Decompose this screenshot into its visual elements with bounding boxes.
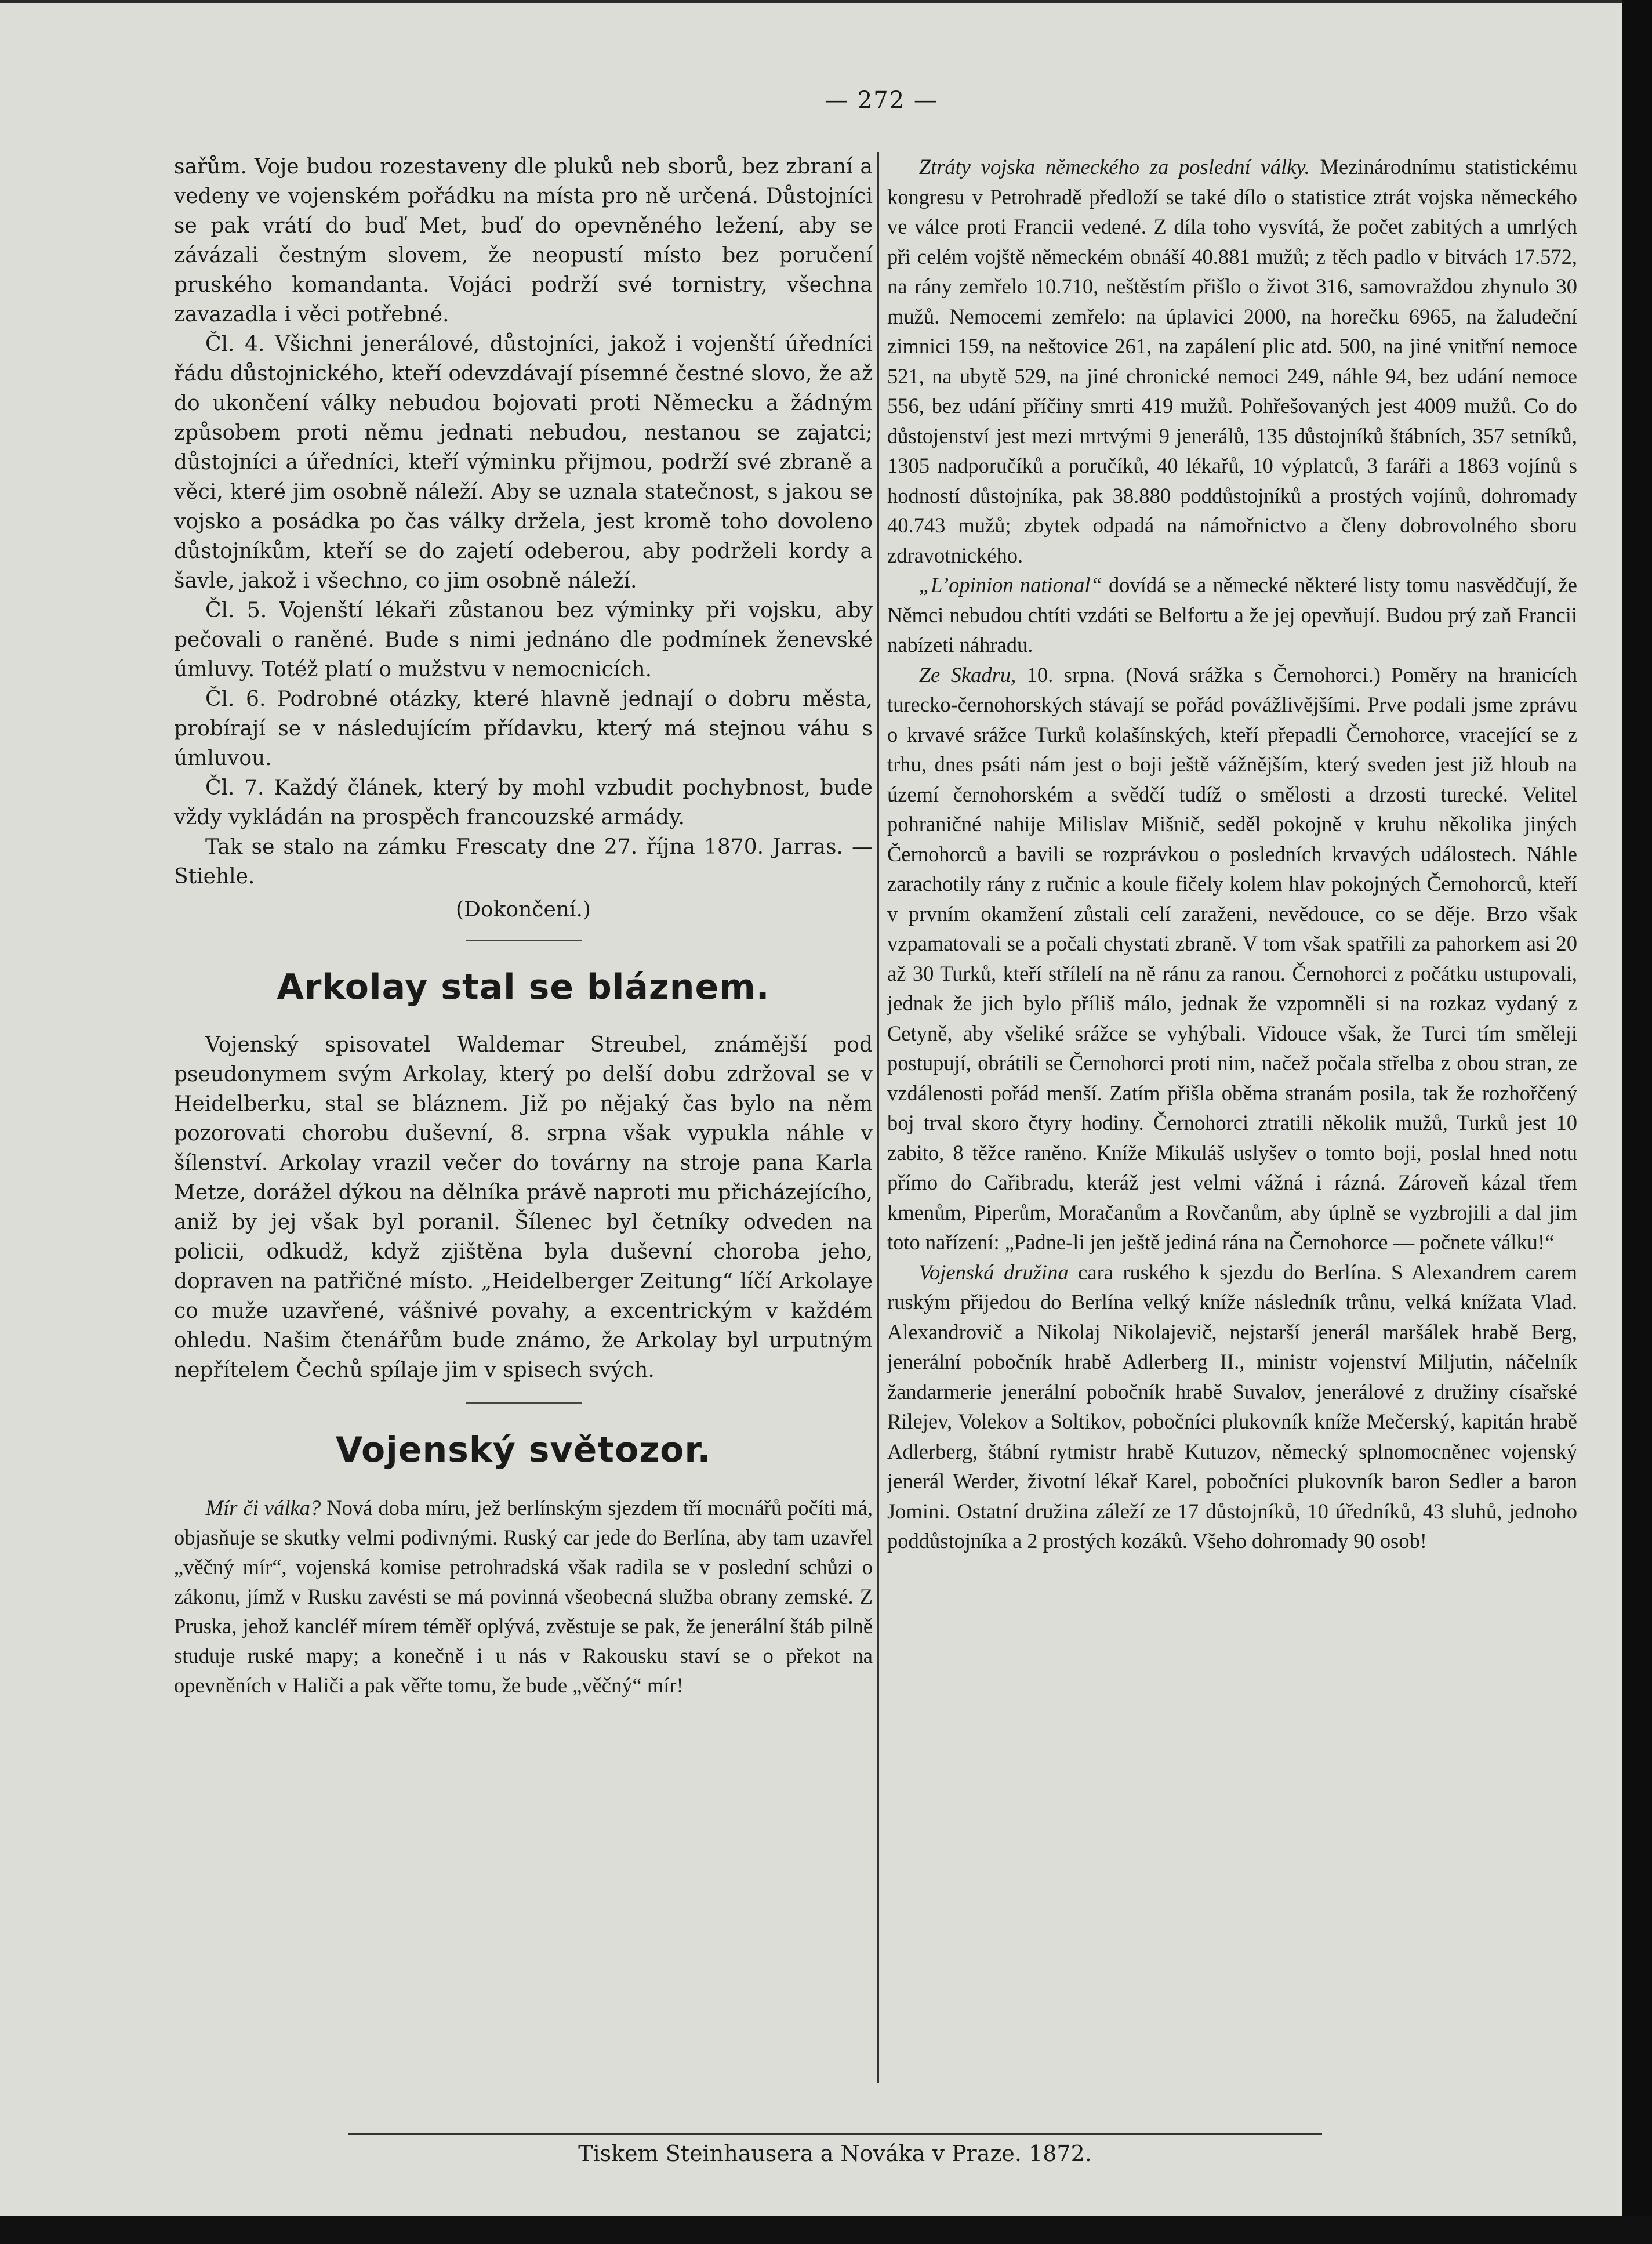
paragraph-ztraty (887, 152, 1577, 570)
page-number: — 272 — (825, 87, 938, 114)
printer-imprint: Tiskem Steinhausera a Nováka v Praze. 1872. (578, 2141, 1092, 2166)
body-opinion-national: dovídá se a německé některé listy tomu nasvědčují, že Němci nebudou chtíti vzdáti se Belfortu a že jej opevňují. Budou prý zaň Francii nabízeti náhradu. (887, 573, 1578, 657)
section-separator (466, 1402, 582, 1404)
lead-ze-skadru: Ze Skadru, (918, 662, 1016, 687)
paragraph-article-7: Čl. 7. Každý článek, který by mohl vzbudit pochybnost, bude vždy vykládán na prospěch francouzské armády. (174, 776, 873, 829)
printer-footer (348, 2133, 1322, 2166)
lead-opinion-national: „L’opinion national“ (918, 573, 1102, 597)
continuation-note: (Dokončení.) (456, 898, 591, 922)
heading-arkolay: Arkolay stal se bláznem. (277, 967, 770, 1007)
scan-top-edge (0, 0, 1652, 3)
scan-bottom-border (0, 2216, 1652, 2244)
paragraph-article-6: Čl. 6. Podrobné otázky, které hlavně jednají o dobru města, probírají se v následujícím přídavku, který má stejnou váhu s úmluvou. (174, 687, 873, 770)
paragraph-signature: Tak se stalo na zámku Frescaty dne 27. října 1870. Jarras. — Stiehle. (174, 835, 873, 889)
heading-vojensky-svetozor: Vojenský světozor. (335, 1430, 711, 1470)
paragraph-opinion-national (887, 570, 1577, 660)
column-divider (877, 152, 879, 2083)
section-separator (466, 940, 582, 941)
body-mir-ci-valka: Nová doba míru, jež berlínským sjezdem tří mocnářů počíti má, objasňuje se skutky velmi podivnými. Ruský car jede do Berlína, aby tam uzavřel „věčný mír“, vojenská komise petrohradská však radila se v poslední schůzi o zákonu, jímž v Rusku zavésti se má povinná všeobecná služba obrany zemské. Z Pruska, jehož kancléř mírem téměř oplývá, zvěstuje se pak, že jenerální štáb pilně studuje ruské mapy; a konečně i u nás v Rakousku staví se o překot na opevněních v Haliči a pak věřte tomu, že bude „věčný“ mír! (174, 1496, 873, 1697)
paragraph-ze-skadru (887, 660, 1577, 1257)
paragraph-mir-ci-valka (174, 1493, 873, 1700)
paragraph-arkolay: Vojenský spisovatel Waldemar Streubel, známější pod pseudonymem svým Arkolay, který po delší dobu zdržoval se v Heidelberku, stal se bláznem. Již po nějaký čas bylo na něm pozorovati chorobu duševní, 8. srpna však vypukla náhle v šílenství. Arkolay vrazil večer do továrny na stroje pana Karla Metze, dorážel dýkou na dělníka právě naproti mu přicházejícího, aniž by jej však byl poranil. Šílenec byl četníky odveden na policii, odkudž, když zjištěna byla duševní choroba jeho, dopraven na patřičné místo. „Heidelberger Zeitung“ líčí Arkolaye co muže uzavřené, vášnivé povahy, a excentrickým v každém ohledu. Našim čtenářům bude známo, že Arkolay byl urputným nepřítelem Čechů spílaje jim v spisech svých. (174, 1033, 873, 1382)
body-ztraty: Mezinárodnímu statistickému kongresu v Petrohradě předloží se také dílo o statistice ztrát vojska německého ve válce proti Francii vedené. Z díla toho vysvítá, že počet zabitých a umrlých při celém vojště německém obnáší 40.881 mužů; z těch padlo v bitvách 17.572, na rány zemřelo 10.710, neštěstím přišlo o život 316, samovraždou zhynulo 30 mužů. Nemocemi zemřelo: na úplavici 2000, na horečku 6965, na žaludeční zimnici 159, na neštovice 261, na zapálení plic atd. 500, na jiné vnitřní nemoce 521, na ubytě 529, na jiné chronické nemoci 249, náhle 94, bez udání nemoce 556, bez udání příčiny smrti 419 mužů. Pohřešovaných jest 4009 mužů. Co do důstojenství jest mezi mrtvými 9 jenerálů, 135 důstojníků štábních, 357 setníků, 1305 nadporučíků a poručíků, 40 lékařů, 10 výplatců, 3 faráři a 1863 vojínů s hodností důstojníka, pak 38.880 poddůstojníků a prostých vojínů, dohromady 40.743 mužů; zbytek odpadá na námořnictvo a členy dobrovolného sboru zdravotnického. (887, 155, 1577, 567)
paragraph: sařům. Voje budou rozestaveny dle pluků neb sborů, bez zbraní a vedeny ve vojenském pořádku na místa pro ně určená. Důstojníci se pak vrátí do buď Met, buď do opevněného ležení, aby se závázali čestným slovem, že neopustí místo bez poručení pruského komandanta. Vojáci podrží své tornistry, všechna zavazadla i věci potřebné. (174, 155, 873, 327)
lead-mir-ci-valka: Mír či válka? (205, 1496, 321, 1520)
paragraph-article-4: Čl. 4. Všichni jenerálové, důstojníci, jakož i vojenští úředníci řádu důstojnického, kteří odevzdávají písemné čestné slovo, že až do ukončení války nebudou bojovati proti Německu a žádným způsobem proti němu jednati nebudou, nestanou se zajatci; důstojníci a úředníci, kteří výminku přijmou, podrží své zbraně a věci, které jim osobně náleží. Aby se uznala statečnost, s jakou se vojsko a posádka po čas války držela, jest kromě toho dovoleno důstojníkům, kteří se do zajetí odeberou, aby podrželi kordy a šavle, jakož i všechno, co jim osobně náleží. (174, 332, 873, 593)
lead-vojenska-druzina: Vojenská družina (918, 1260, 1069, 1284)
scan-right-border (1622, 0, 1652, 2244)
paragraph-vojenska-druzina (887, 1257, 1577, 1556)
lead-ztraty: Ztráty vojska německého za poslední války. (918, 155, 1310, 179)
paragraph-article-5: Čl. 5. Vojenští lékaři zůstanou bez výminky při vojsku, aby pečovali o raněné. Bude s nimi jednáno dle podmínek ženevské úmluvy. Totéž platí o mužstvu v nemocnicích. (174, 599, 873, 681)
right-column (887, 152, 1577, 1556)
body-vojenska-druzina: cara ruského k sjezdu do Berlína. S Alexandrem carem ruským přijedou do Berlína velký kníže následník trůnu, velká knížata Vlad. Alexandrovič a Nikolaj Nikolajevič, nejstarší jenerál maršálek hrabě Berg, jenerální pobočník hrabě Adlerberg II., ministr vojenství Miljutin, náčelník žandarmerie jenerální pobočník hrabě Suvalov, jenerálové z družiny císařské Rilejev, Volekov a Soltikov, pobočníci plukovník kníže Mečerský, kapitán hrabě Adlerberg, štábní rytmistr hrabě Kutuzov, německý splnomocněnec vojenský jenerál Werder, životní lékař Karel, pobočníci plukovník baron Sedler a baron Jomini. Ostatní družina záleží ze 17 důstojníků, 10 úředníků, 43 sluhů, jednoho poddůstojníka a 2 prostých kozáků. Všeho dohromady 90 osob! (887, 1260, 1578, 1553)
body-ze-skadru: 10. srpna. (Nová srážka s Černohorci.) Poměry na hranicích turecko-černohorských stávají se pořád povážlivějšími. Prve podali jsme zprávu o krvavé srážce Turků kolašínských, kteří přepadli Černohorce, vracející se z trhu, dnes psáti nám jest o boji ještě vážnějším, který sveden jest již hloub na území černohorském a svědčí tudíž o smělosti a drzosti turecké. Velitel pohraničné nahije Milislav Mišnič, seděl pokojně v kruhu několika jiných Černohorců a bavili se rozprávkou o posledních krvavých událostech. Náhle zarachotily rány z ručnic a koule fičely kolem hlav pokojných Černohorců, kteří v prvním okamžení zůstali celí zaraženi, nevědouce, co se děje. Brzo však vzpamatovali se a počali chystati zbraně. V tom však spatřili za pahorkem asi 20 až 30 Turků, kteří střílelí na ně ránu za ranou. Černohorci z počátku ustupovali, jednak že jich bylo příliš málo, jednak že vzpomněli si na rozkaz vydaný z Cetyně, aby všeliké srážce se vyhýbali. Vidouce však, že Turci tím směleji postupují, obrátili se Černohorci proti nim, načež počala střelba z obou stran, ze vzdálenosti pořád menší. Zatím přišla oběma stranám posila, tak že rozhořčený boj trval skoro čtyry hodiny. Černohorci ztratili několik mužů, Turků jest 10 zabito, 8 těžce raněno. Kníže Mikuláš uslyšev o tomto boji, poslal hned notu přímo do Cařibradu, kteráž jest velmi vážná i rázná. Zároveň kázal třem kmenům, Piperům, Moračanům a Rovčanům, aby úplně se vyzbrojili a dal jim toto nařízení: „Padne-li jen ještě jediná rána na Černohorce — počnete válku!“ (887, 662, 1577, 1254)
left-column (174, 152, 873, 1700)
